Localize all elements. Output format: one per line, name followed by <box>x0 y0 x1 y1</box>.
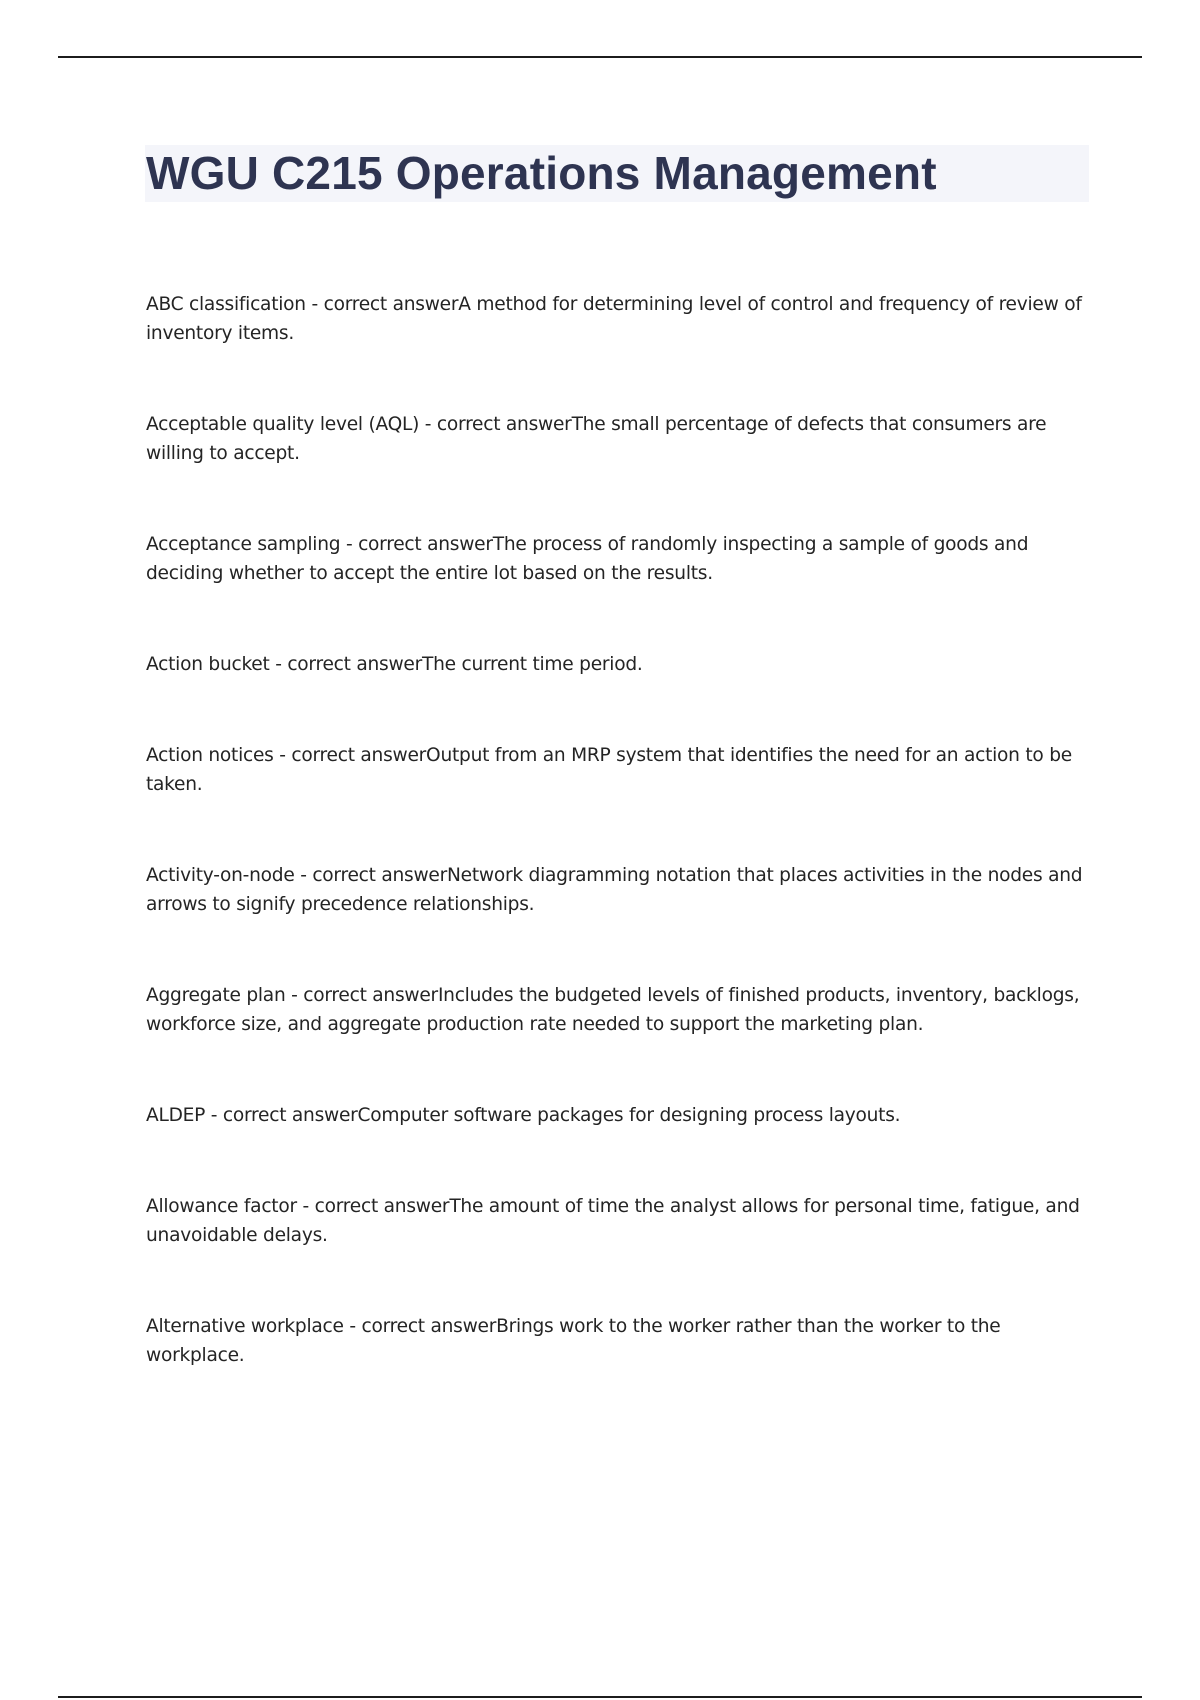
document-title: WGU C215 Operations Management <box>146 147 937 199</box>
glossary-entry-acceptable-quality-level: Acceptable quality level (AQL) - correct answerThe small percentage of defects that consumers are willing to accept. <box>146 414 1047 464</box>
glossary-entry-aldep: ALDEP - correct answerComputer software packages for designing process layouts. <box>146 1105 901 1126</box>
bottom-rule <box>58 1696 1142 1698</box>
glossary-entry-alternative-workplace: Alternative workplace - correct answerBrings work to the worker rather than the worker to the workplace. <box>146 1316 1001 1366</box>
top-rule <box>58 56 1142 58</box>
glossary-entry-action-notices: Action notices - correct answerOutput from an MRP system that identifies the need for an action to be taken. <box>146 745 1072 795</box>
glossary-entry-abc-classification: ABC classification - correct answerA method for determining level of control and frequency of review of inventory items. <box>146 294 1082 344</box>
glossary-entry-activity-on-node: Activity-on-node - correct answerNetwork diagramming notation that places activities in the nodes and arrows to signify precedence relationships. <box>146 865 1083 915</box>
glossary-entries <box>146 290 1088 1432</box>
glossary-entry-acceptance-sampling: Acceptance sampling - correct answerThe process of randomly inspecting a sample of goods and deciding whether to accept the entire lot based on the results. <box>146 534 1029 584</box>
glossary-entry-action-bucket: Action bucket - correct answerThe current time period. <box>146 654 643 675</box>
glossary-entry-aggregate-plan: Aggregate plan - correct answerIncludes the budgeted levels of finished products, inventory, backlogs, workforce size, and aggregate production rate needed to support the marketing plan. <box>146 985 1080 1035</box>
glossary-entry-allowance-factor: Allowance factor - correct answerThe amount of time the analyst allows for personal time, fatigue, and unavoidable delays. <box>146 1196 1080 1246</box>
